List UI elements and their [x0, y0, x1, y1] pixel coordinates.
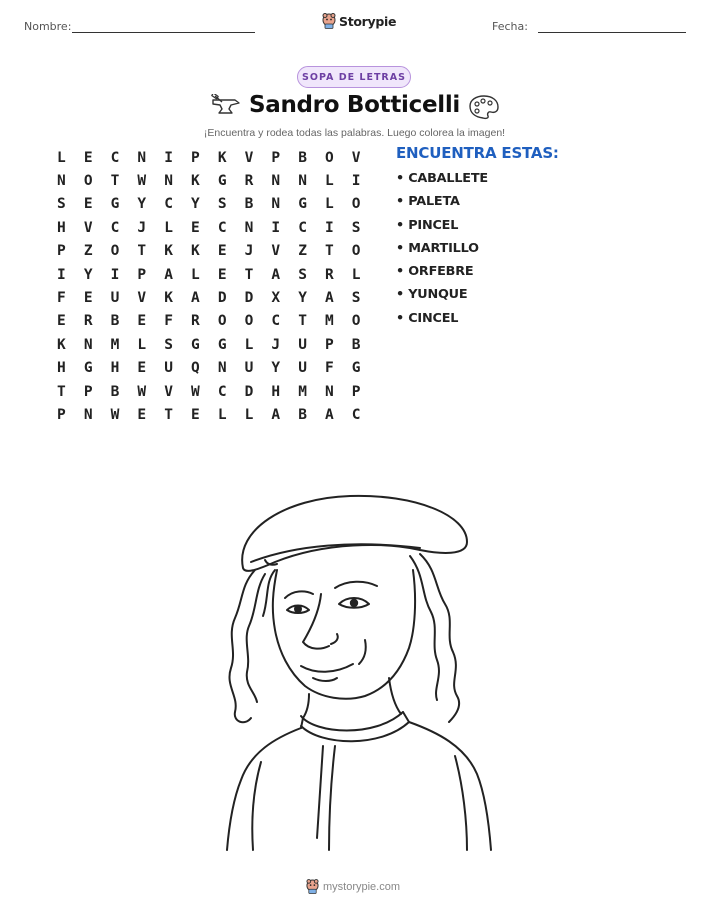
grid-cell[interactable]: W: [110, 406, 120, 423]
grid-cell[interactable]: Y: [191, 196, 200, 213]
grid-cell[interactable]: W: [137, 173, 147, 190]
grid-cell[interactable]: R: [325, 266, 334, 283]
grid-cell[interactable]: N: [164, 173, 173, 190]
grid-cell[interactable]: V: [164, 383, 173, 400]
grid-row: [48, 333, 370, 356]
grid-cell[interactable]: C: [271, 313, 281, 330]
word-list-item: • CABALLETE: [396, 171, 488, 186]
grid-cell[interactable]: E: [191, 219, 200, 236]
grid-cell[interactable]: J: [244, 243, 254, 260]
grid-cell[interactable]: K: [191, 243, 200, 260]
grid-cell[interactable]: R: [191, 313, 200, 330]
grid-cell[interactable]: S: [351, 290, 361, 307]
grid-cell[interactable]: C: [110, 219, 120, 236]
footer-url: mystorypie.com: [323, 880, 401, 893]
grid-cell[interactable]: B: [298, 149, 307, 166]
grid-cell[interactable]: O: [351, 243, 361, 260]
grid-cell[interactable]: B: [351, 336, 361, 353]
grid-cell[interactable]: A: [271, 406, 281, 423]
grid-row: [48, 146, 370, 169]
grid-cell[interactable]: C: [298, 219, 307, 236]
grid-cell[interactable]: P: [57, 406, 66, 423]
grid-cell[interactable]: F: [325, 360, 334, 377]
grid-row: [48, 357, 370, 380]
grid-cell[interactable]: A: [191, 290, 200, 307]
puzzle-type-badge: SOPA DE LETRAS: [297, 66, 411, 88]
grid-cell[interactable]: O: [110, 243, 120, 260]
grid-cell[interactable]: M: [110, 336, 120, 353]
grid-cell[interactable]: K: [164, 290, 173, 307]
grid-cell[interactable]: T: [325, 243, 334, 260]
name-label: Nombre:: [24, 20, 72, 33]
grid-cell[interactable]: F: [164, 313, 173, 330]
grid-cell[interactable]: E: [137, 313, 147, 330]
grid-cell[interactable]: L: [244, 336, 254, 353]
grid-cell[interactable]: V: [244, 149, 254, 166]
grid-cell[interactable]: N: [83, 336, 93, 353]
grid-cell[interactable]: G: [298, 196, 307, 213]
grid-cell[interactable]: D: [244, 290, 254, 307]
word-list-item: • ORFEBRE: [396, 264, 474, 280]
instructions: ¡Encuentra y rodea todas las palabras. Luego colorea la imagen!: [203, 127, 506, 139]
grid-cell[interactable]: N: [298, 173, 307, 190]
grid-cell[interactable]: U: [164, 360, 173, 377]
grid-cell[interactable]: Y: [83, 266, 93, 283]
grid-cell[interactable]: L: [244, 406, 254, 423]
grid-cell[interactable]: L: [217, 406, 227, 423]
grid-cell[interactable]: T: [57, 383, 66, 400]
grid-row: [48, 169, 370, 192]
grid-cell[interactable]: E: [217, 266, 227, 283]
grid-cell[interactable]: T: [244, 266, 254, 283]
word-list: [396, 171, 488, 334]
grid-cell[interactable]: K: [164, 243, 173, 260]
word-list-item: • MARTILLO: [396, 240, 479, 256]
grid-cell[interactable]: T: [137, 243, 147, 260]
botticelli-portrait: [205, 490, 505, 852]
date-label: Fecha:: [492, 20, 528, 33]
grid-cell[interactable]: L: [325, 196, 334, 213]
grid-cell[interactable]: N: [57, 173, 66, 190]
brand-name: Storypie: [339, 13, 397, 29]
word-list-item: • CINCEL: [396, 310, 459, 326]
brand-logo: [322, 13, 396, 29]
grid-cell[interactable]: E: [57, 313, 66, 330]
grid-cell[interactable]: S: [57, 196, 66, 213]
grid-cell[interactable]: V: [137, 290, 147, 307]
grid-cell[interactable]: G: [110, 196, 120, 213]
grid-cell[interactable]: E: [83, 149, 93, 166]
grid-cell[interactable]: F: [57, 290, 66, 307]
grid-cell[interactable]: X: [271, 290, 281, 307]
grid-cell[interactable]: P: [83, 383, 93, 400]
grid-cell[interactable]: I: [57, 266, 66, 283]
grid-cell[interactable]: O: [217, 313, 227, 330]
grid-cell[interactable]: H: [57, 219, 66, 236]
grid-cell[interactable]: N: [271, 173, 281, 190]
grid-cell[interactable]: T: [110, 173, 120, 190]
grid-cell[interactable]: E: [137, 406, 147, 423]
grid-cell[interactable]: G: [217, 336, 227, 353]
grid-cell[interactable]: G: [83, 360, 93, 377]
grid-cell[interactable]: E: [83, 196, 93, 213]
grid-cell[interactable]: P: [351, 383, 361, 400]
grid-cell[interactable]: Y: [298, 290, 307, 307]
grid-cell[interactable]: G: [217, 173, 227, 190]
grid-cell[interactable]: N: [217, 360, 227, 377]
grid-cell[interactable]: N: [137, 149, 147, 166]
grid-cell[interactable]: J: [271, 336, 281, 353]
grid-cell[interactable]: L: [325, 173, 334, 190]
grid-cell[interactable]: D: [244, 383, 254, 400]
grid-cell[interactable]: K: [217, 149, 227, 166]
grid-cell[interactable]: A: [271, 266, 281, 283]
grid-cell[interactable]: S: [351, 219, 361, 236]
grid-cell[interactable]: A: [164, 266, 173, 283]
grid-cell[interactable]: C: [217, 219, 227, 236]
grid-cell[interactable]: B: [110, 313, 120, 330]
grid-cell[interactable]: E: [83, 290, 93, 307]
grid-cell[interactable]: B: [110, 383, 120, 400]
grid-cell[interactable]: Y: [137, 196, 147, 213]
grid-cell[interactable]: C: [110, 149, 120, 166]
grid-cell[interactable]: W: [191, 383, 200, 400]
footer: [306, 879, 400, 894]
name-line: [72, 32, 255, 33]
grid-cell[interactable]: G: [191, 336, 200, 353]
grid-cell[interactable]: O: [83, 173, 93, 190]
palette-icon: [468, 94, 500, 120]
grid-cell[interactable]: I: [351, 173, 361, 190]
grid-cell[interactable]: P: [137, 266, 147, 283]
grid-cell[interactable]: U: [298, 360, 307, 377]
grid-cell[interactable]: V: [83, 219, 93, 236]
grid-cell[interactable]: A: [325, 290, 334, 307]
grid-cell[interactable]: Q: [191, 360, 200, 377]
grid-cell[interactable]: W: [137, 383, 147, 400]
grid-row: [48, 310, 370, 333]
grid-cell[interactable]: N: [271, 196, 281, 213]
grid-cell[interactable]: R: [83, 313, 93, 330]
page-title: Sandro Botticelli: [248, 92, 461, 118]
grid-cell[interactable]: S: [164, 336, 173, 353]
grid-cell[interactable]: E: [217, 243, 227, 260]
grid-cell[interactable]: L: [137, 336, 147, 353]
grid-cell[interactable]: M: [325, 313, 334, 330]
grid-cell[interactable]: Y: [271, 360, 281, 377]
grid-cell[interactable]: N: [325, 383, 334, 400]
grid-cell[interactable]: K: [57, 336, 66, 353]
grid-cell[interactable]: P: [325, 336, 334, 353]
grid-cell[interactable]: C: [351, 406, 361, 423]
grid-cell[interactable]: U: [298, 336, 307, 353]
grid-cell[interactable]: I: [271, 219, 281, 236]
grid-cell[interactable]: P: [191, 149, 200, 166]
grid-row: [48, 216, 370, 239]
grid-cell[interactable]: E: [137, 360, 147, 377]
grid-cell[interactable]: S: [217, 196, 227, 213]
grid-row: [48, 193, 370, 216]
grid-cell[interactable]: U: [244, 360, 254, 377]
grid-cell[interactable]: I: [110, 266, 120, 283]
grid-cell[interactable]: B: [244, 196, 254, 213]
grid-cell[interactable]: T: [164, 406, 173, 423]
grid-row: [48, 286, 370, 309]
grid-cell[interactable]: L: [164, 219, 173, 236]
grid-cell[interactable]: C: [217, 383, 227, 400]
grid-cell[interactable]: V: [271, 243, 281, 260]
grid-cell[interactable]: M: [298, 383, 307, 400]
grid-row: [48, 240, 370, 263]
grid-cell[interactable]: O: [351, 196, 361, 213]
grid-cell[interactable]: I: [325, 219, 334, 236]
grid-cell[interactable]: H: [271, 383, 281, 400]
storypie-mascot-icon: [306, 879, 319, 894]
date-line: [538, 32, 686, 33]
grid-cell[interactable]: A: [325, 406, 334, 423]
grid-cell[interactable]: Z: [298, 243, 307, 260]
grid-cell[interactable]: V: [351, 149, 361, 166]
grid-cell[interactable]: O: [325, 149, 334, 166]
grid-cell[interactable]: L: [351, 266, 361, 283]
word-list-item: • PINCEL: [396, 217, 459, 233]
word-list-title: ENCUENTRA ESTAS:: [396, 144, 559, 162]
grid-cell[interactable]: I: [164, 149, 173, 166]
grid-cell[interactable]: P: [271, 149, 281, 166]
grid-cell[interactable]: N: [83, 406, 93, 423]
grid-cell[interactable]: B: [298, 406, 307, 423]
grid-cell[interactable]: P: [57, 243, 66, 260]
grid-cell[interactable]: O: [351, 313, 361, 330]
grid-cell[interactable]: G: [351, 360, 361, 377]
grid-row: [48, 403, 370, 426]
grid-cell[interactable]: D: [217, 290, 227, 307]
grid-cell[interactable]: L: [191, 266, 200, 283]
word-list-item: • PALETA: [396, 194, 460, 210]
word-list-item: • YUNQUE: [396, 287, 468, 303]
grid-cell[interactable]: H: [57, 360, 66, 377]
grid-cell[interactable]: O: [244, 313, 254, 330]
grid-cell[interactable]: S: [298, 266, 307, 283]
grid-cell[interactable]: N: [244, 219, 254, 236]
grid-cell[interactable]: T: [298, 313, 307, 330]
word-search-grid: [48, 146, 370, 427]
grid-cell[interactable]: K: [191, 173, 200, 190]
grid-cell[interactable]: R: [244, 173, 254, 190]
grid-cell[interactable]: C: [164, 196, 173, 213]
grid-cell[interactable]: U: [110, 290, 120, 307]
storypie-mascot-icon: [322, 13, 336, 29]
grid-cell[interactable]: H: [110, 360, 120, 377]
grid-cell[interactable]: Z: [83, 243, 93, 260]
grid-cell[interactable]: L: [57, 149, 66, 166]
grid-row: [48, 263, 370, 286]
grid-cell[interactable]: J: [137, 219, 147, 236]
grid-row: [48, 380, 370, 403]
grid-cell[interactable]: E: [191, 406, 200, 423]
